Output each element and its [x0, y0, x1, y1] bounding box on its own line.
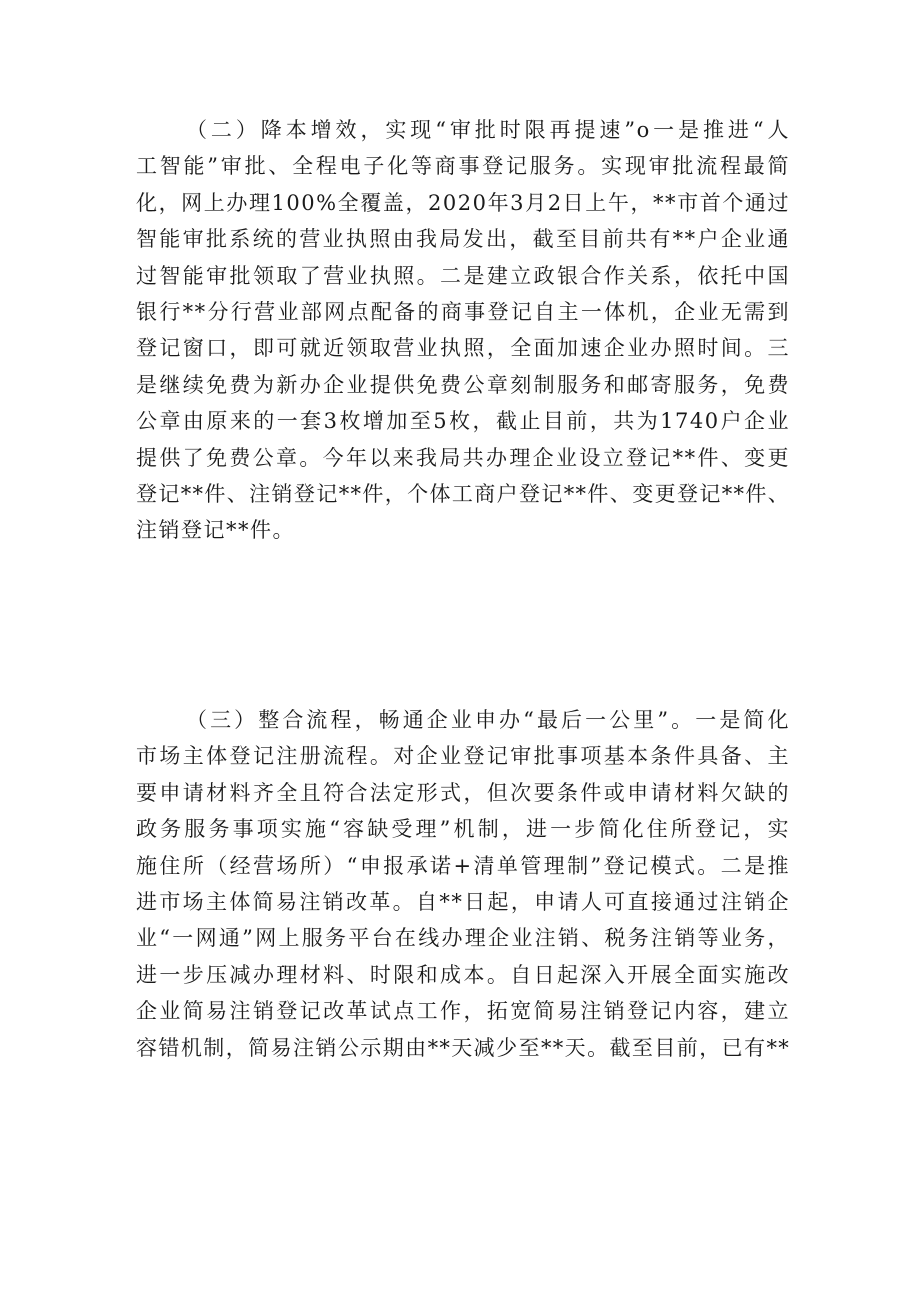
text-line: 工智能”审批、全程电子化等商事登记服务。实现审批流程最简: [136, 154, 790, 179]
text-line: 容错机制，简易注销公示期由**天减少至**天。截至目前，已有**: [136, 1035, 790, 1060]
text-line: 提供了免费公章。今年以来我局共办理企业设立登记**件、变更: [136, 445, 790, 470]
text-line: 银行**分行营业部网点配备的商事登记自主一体机，企业无需到: [136, 300, 790, 325]
text-line: （三）整合流程，畅通企业申办“最后一公里”。一是简化: [186, 708, 790, 732]
paragraph-approval-speedup: [136, 112, 790, 549]
text-line: 要申请材料齐全且符合法定形式，但次要条件或申请材料欠缺的: [136, 780, 790, 805]
text-line: 注销登记**件。: [136, 518, 295, 543]
text-line: 过智能审批领取了营业执照。二是建立政银合作关系，依托中国: [136, 263, 790, 288]
text-line: 是继续免费为新办企业提供免费公章刻制服务和邮寄服务，免费: [136, 372, 790, 397]
text-line: 化，网上办理100%全覆盖，2020年3月2日上午，**市首个通过: [136, 190, 790, 215]
text-line: 登记窗口，即可就近领取营业执照，全面加速企业办照时间。三: [136, 336, 790, 361]
text-line: 公章由原来的一套3枚增加至5枚，截止目前，共为1740户企业: [136, 409, 790, 434]
text-line: 登记**件、注销登记**件，个体工商户登记**件、变更登记**件、: [136, 482, 790, 507]
text-line: （二）降本增效，实现“审批时限再提速”o一是推进“人: [186, 118, 790, 142]
text-line: 进市场主体简易注销改革。自**日起，申请人可直接通过注销企: [136, 890, 790, 915]
text-line: 企业简易注销登记改革试点工作，拓宽简易注销登记内容，建立: [136, 999, 790, 1024]
text-line: 进一步压减办理材料、时限和成本。自日起深入开展全面实施改: [136, 962, 790, 987]
text-line: 智能审批系统的营业执照由我局发出，截至目前共有**户企业通: [136, 227, 790, 252]
text-line: 政务服务事项实施“容缺受理”机制，进一步简化住所登记，实: [136, 817, 790, 842]
paragraph-process-integration: [136, 702, 790, 1066]
text-line: 市场主体登记注册流程。对企业登记审批事项基本条件具备、主: [136, 744, 790, 769]
text-line: 业“一网通”网上服务平台在线办理企业注销、税务注销等业务，: [136, 926, 790, 951]
text-line: 施住所（经营场所）“申报承诺+清单管理制”登记模式。二是推: [136, 853, 790, 878]
